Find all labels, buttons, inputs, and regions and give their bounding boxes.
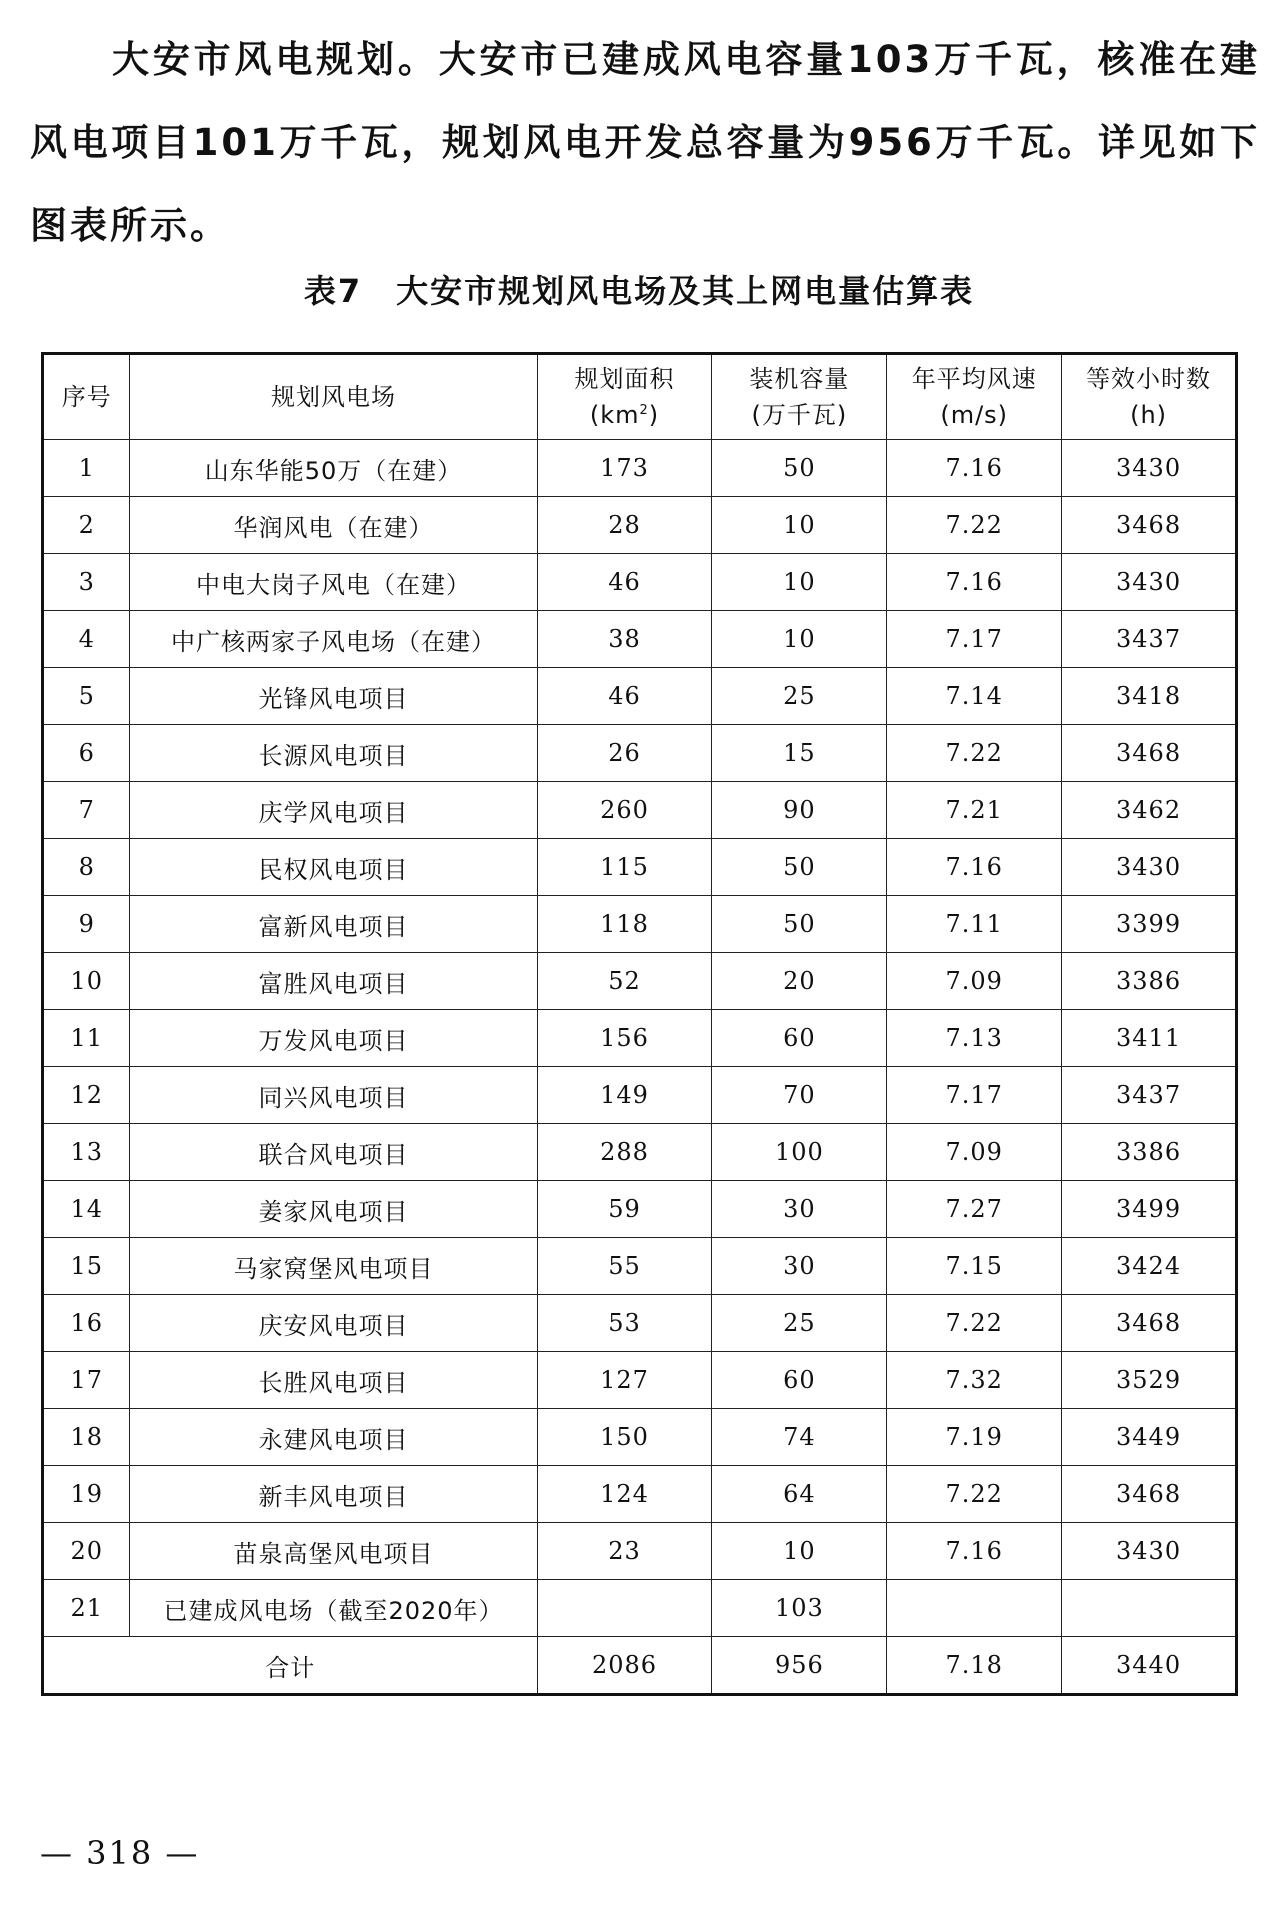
cell-hours: 3430 [1062, 1523, 1237, 1580]
cell-capacity: 50 [712, 440, 887, 497]
table-caption-number: 表7 [303, 272, 363, 310]
cell-seq: 10 [43, 953, 130, 1010]
cell-speed: 7.11 [887, 896, 1062, 953]
cell-capacity: 25 [712, 1295, 887, 1352]
table-row [43, 953, 1237, 1010]
table-row [43, 1181, 1237, 1238]
cell-speed: 7.22 [887, 497, 1062, 554]
cell-capacity: 64 [712, 1466, 887, 1523]
total-hours: 3440 [1062, 1637, 1237, 1695]
table-row [43, 554, 1237, 611]
header-capacity [712, 354, 887, 440]
cell-seq: 15 [43, 1238, 130, 1295]
cell-hours: 3468 [1062, 1295, 1237, 1352]
table-row [43, 1010, 1237, 1067]
cell-area: 53 [537, 1295, 712, 1352]
cell-speed: 7.22 [887, 1466, 1062, 1523]
cell-name: 永建风电项目 [130, 1409, 537, 1466]
cell-area: 26 [537, 725, 712, 782]
cell-area: 173 [537, 440, 712, 497]
cell-area: 124 [537, 1466, 712, 1523]
cell-capacity: 100 [712, 1124, 887, 1181]
cell-seq: 5 [43, 668, 130, 725]
header-hours [1062, 354, 1237, 440]
cell-hours: 3468 [1062, 725, 1237, 782]
cell-speed: 7.17 [887, 611, 1062, 668]
cell-hours: 3418 [1062, 668, 1237, 725]
cell-speed: 7.19 [887, 1409, 1062, 1466]
table-row [43, 1409, 1237, 1466]
cell-speed: 7.27 [887, 1181, 1062, 1238]
cell-hours: 3449 [1062, 1409, 1237, 1466]
cell-seq: 11 [43, 1010, 130, 1067]
table-row [43, 896, 1237, 953]
header-speed [887, 354, 1062, 440]
cell-area: 46 [537, 554, 712, 611]
header-hours-unit: (h) [1130, 401, 1168, 429]
cell-capacity: 10 [712, 1523, 887, 1580]
cell-area: 52 [537, 953, 712, 1010]
cell-area: 38 [537, 611, 712, 668]
cell-capacity: 74 [712, 1409, 887, 1466]
cell-area: 115 [537, 839, 712, 896]
cell-name: 光锋风电项目 [130, 668, 537, 725]
cell-speed: 7.15 [887, 1238, 1062, 1295]
cell-hours: 3430 [1062, 554, 1237, 611]
cell-capacity: 20 [712, 953, 887, 1010]
header-seq: 序号 [43, 354, 130, 440]
cell-speed: 7.16 [887, 1523, 1062, 1580]
cell-name: 姜家风电项目 [130, 1181, 537, 1238]
total-speed: 7.18 [887, 1637, 1062, 1695]
cell-speed: 7.14 [887, 668, 1062, 725]
table-row [43, 611, 1237, 668]
cell-speed: 7.17 [887, 1067, 1062, 1124]
cell-area: 59 [537, 1181, 712, 1238]
cell-seq: 6 [43, 725, 130, 782]
cell-hours: 3437 [1062, 1067, 1237, 1124]
page-number: — 318 — [40, 1834, 200, 1872]
cell-capacity: 10 [712, 554, 887, 611]
cell-name: 富新风电项目 [130, 896, 537, 953]
cell-capacity: 50 [712, 896, 887, 953]
cell-speed: 7.32 [887, 1352, 1062, 1409]
cell-seq: 3 [43, 554, 130, 611]
header-area-unit-a: (km [589, 401, 640, 429]
cell-seq: 14 [43, 1181, 130, 1238]
cell-seq: 21 [43, 1580, 130, 1637]
cell-seq: 13 [43, 1124, 130, 1181]
cell-speed: 7.22 [887, 1295, 1062, 1352]
cell-speed: 7.09 [887, 1124, 1062, 1181]
cell-hours: 3399 [1062, 896, 1237, 953]
cell-hours: 3499 [1062, 1181, 1237, 1238]
table-row [43, 839, 1237, 896]
total-row [43, 1637, 1237, 1695]
cell-capacity: 25 [712, 668, 887, 725]
total-capacity: 956 [712, 1637, 887, 1695]
cell-name: 已建成风电场（截至2020年） [130, 1580, 537, 1637]
cell-name: 山东华能50万（在建） [130, 440, 537, 497]
cell-hours: 3430 [1062, 839, 1237, 896]
header-capacity-unit: (万千瓦) [751, 401, 848, 429]
total-area: 2086 [537, 1637, 712, 1695]
cell-seq: 4 [43, 611, 130, 668]
cell-hours: 3424 [1062, 1238, 1237, 1295]
table-header-row [43, 354, 1237, 440]
cell-hours: 3411 [1062, 1010, 1237, 1067]
cell-name: 同兴风电项目 [130, 1067, 537, 1124]
header-speed-unit: (m/s) [940, 401, 1009, 429]
body-paragraph: 大安市风电规划。大安市已建成风电容量103万千瓦，核准在建风电项目101万千瓦，规划风电开发总容量为956万千瓦。详见如下图表所示。 [30, 38, 1260, 247]
cell-hours: 3462 [1062, 782, 1237, 839]
cell-name: 民权风电项目 [130, 839, 537, 896]
cell-name: 万发风电项目 [130, 1010, 537, 1067]
table-row [43, 1295, 1237, 1352]
header-area-line1: 规划面积 [574, 365, 675, 393]
cell-area: 156 [537, 1010, 712, 1067]
cell-name: 新丰风电项目 [130, 1466, 537, 1523]
cell-name: 苗泉高堡风电项目 [130, 1523, 537, 1580]
header-area-unit-sup: 2 [639, 403, 649, 418]
cell-capacity: 30 [712, 1181, 887, 1238]
cell-name: 庆安风电项目 [130, 1295, 537, 1352]
cell-hours: 3430 [1062, 440, 1237, 497]
cell-seq: 18 [43, 1409, 130, 1466]
cell-name: 庆学风电项目 [130, 782, 537, 839]
cell-capacity: 15 [712, 725, 887, 782]
cell-speed: 7.16 [887, 839, 1062, 896]
table-row [43, 1523, 1237, 1580]
cell-capacity: 10 [712, 611, 887, 668]
header-name: 规划风电场 [130, 354, 537, 440]
total-label: 合计 [43, 1637, 538, 1695]
cell-area: 149 [537, 1067, 712, 1124]
cell-seq: 19 [43, 1466, 130, 1523]
cell-seq: 1 [43, 440, 130, 497]
cell-hours: 3386 [1062, 953, 1237, 1010]
cell-area: 23 [537, 1523, 712, 1580]
cell-area: 127 [537, 1352, 712, 1409]
cell-area [537, 1580, 712, 1637]
cell-seq: 8 [43, 839, 130, 896]
table-row [43, 497, 1237, 554]
cell-name: 长源风电项目 [130, 725, 537, 782]
cell-name: 长胜风电项目 [130, 1352, 537, 1409]
cell-speed: 7.09 [887, 953, 1062, 1010]
cell-hours: 3468 [1062, 1466, 1237, 1523]
cell-name: 华润风电（在建） [130, 497, 537, 554]
cell-name: 联合风电项目 [130, 1124, 537, 1181]
cell-capacity: 60 [712, 1010, 887, 1067]
cell-seq: 20 [43, 1523, 130, 1580]
cell-capacity: 103 [712, 1580, 887, 1637]
cell-capacity: 60 [712, 1352, 887, 1409]
cell-seq: 9 [43, 896, 130, 953]
table-caption [0, 266, 1278, 312]
cell-area: 118 [537, 896, 712, 953]
table-row [43, 440, 1237, 497]
cell-capacity: 70 [712, 1067, 887, 1124]
cell-hours [1062, 1580, 1237, 1637]
cell-name: 中广核两家子风电场（在建） [130, 611, 537, 668]
cell-speed: 7.16 [887, 554, 1062, 611]
table-caption-title: 大安市规划风电场及其上网电量估算表 [396, 272, 975, 310]
cell-speed: 7.21 [887, 782, 1062, 839]
cell-seq: 7 [43, 782, 130, 839]
cell-name: 马家窝堡风电项目 [130, 1238, 537, 1295]
cell-seq: 17 [43, 1352, 130, 1409]
header-speed-line1: 年平均风速 [911, 365, 1037, 393]
cell-name: 富胜风电项目 [130, 953, 537, 1010]
cell-area: 288 [537, 1124, 712, 1181]
cell-hours: 3529 [1062, 1352, 1237, 1409]
cell-area: 150 [537, 1409, 712, 1466]
wind-farm-table [41, 352, 1238, 1696]
table-row [43, 668, 1237, 725]
cell-area: 260 [537, 782, 712, 839]
cell-capacity: 30 [712, 1238, 887, 1295]
cell-seq: 16 [43, 1295, 130, 1352]
cell-area: 46 [537, 668, 712, 725]
cell-name: 中电大岗子风电（在建） [130, 554, 537, 611]
table-row [43, 1067, 1237, 1124]
cell-hours: 3437 [1062, 611, 1237, 668]
table-row [43, 1352, 1237, 1409]
header-area [537, 354, 712, 440]
header-capacity-line1: 装机容量 [749, 365, 850, 393]
cell-hours: 3468 [1062, 497, 1237, 554]
table-body [43, 440, 1237, 1637]
cell-speed: 7.16 [887, 440, 1062, 497]
cell-area: 28 [537, 497, 712, 554]
table-row [43, 1124, 1237, 1181]
cell-area: 55 [537, 1238, 712, 1295]
cell-capacity: 10 [712, 497, 887, 554]
cell-speed: 7.13 [887, 1010, 1062, 1067]
cell-capacity: 50 [712, 839, 887, 896]
table-row [43, 1580, 1237, 1637]
table-row [43, 1466, 1237, 1523]
cell-hours: 3386 [1062, 1124, 1237, 1181]
cell-capacity: 90 [712, 782, 887, 839]
cell-speed: 7.22 [887, 725, 1062, 782]
header-area-unit-b: ) [648, 401, 660, 429]
table-row [43, 725, 1237, 782]
cell-seq: 2 [43, 497, 130, 554]
table-row [43, 1238, 1237, 1295]
table-row [43, 782, 1237, 839]
cell-speed [887, 1580, 1062, 1637]
header-hours-line1: 等效小时数 [1086, 365, 1212, 393]
cell-seq: 12 [43, 1067, 130, 1124]
